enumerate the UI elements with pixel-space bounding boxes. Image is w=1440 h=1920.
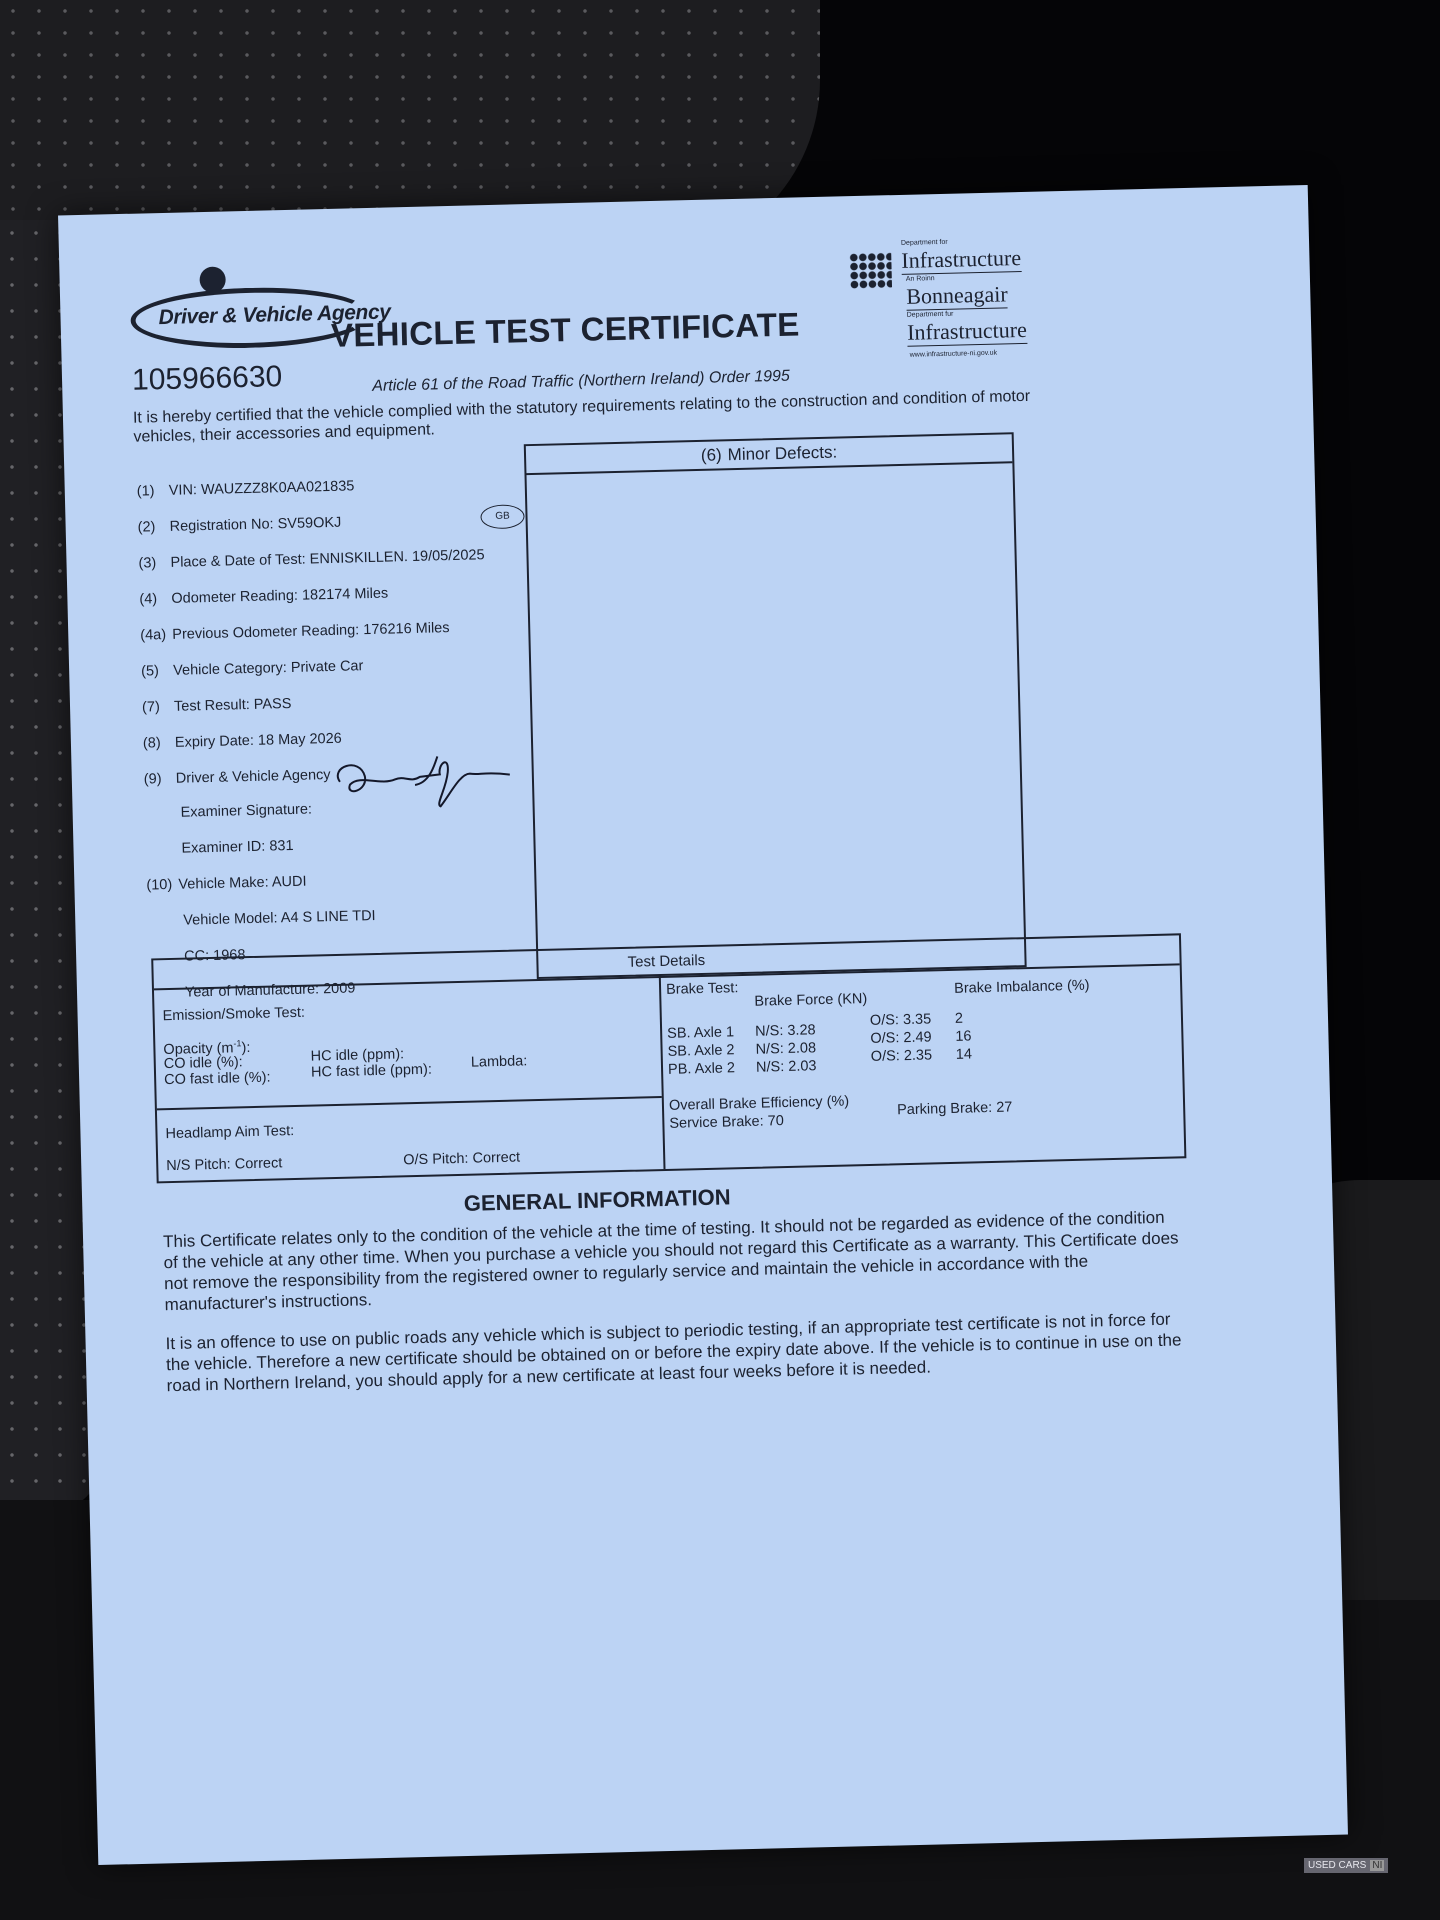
field-vin: (1) VIN: WAUZZZ8K0AA021835 bbox=[136, 478, 355, 500]
category-value: Private Car bbox=[290, 658, 364, 676]
certificate-number: 105966630 bbox=[131, 360, 283, 397]
field-odometer: (4) Odometer Reading: 182174 Miles bbox=[139, 585, 389, 608]
dfi-emblem-icon bbox=[849, 252, 892, 289]
ns-pitch: N/S Pitch: Correct bbox=[166, 1155, 283, 1175]
dfi-url: www.infrastructure-ni.gov.uk bbox=[909, 349, 998, 359]
field-prev-odometer: (4a) Previous Odometer Reading: 176216 Miles bbox=[140, 620, 450, 644]
brake-ns: N/S: 2.08 bbox=[755, 1040, 817, 1058]
expiry-value: 18 May 2026 bbox=[257, 730, 342, 749]
field-agency: (9) Driver & Vehicle Agency bbox=[143, 767, 331, 788]
field-year: Year of Manufacture: 2009 bbox=[184, 980, 356, 1001]
brake-axle: PB. Axle 2 bbox=[667, 1060, 736, 1078]
field-examiner-signature: Examiner Signature: bbox=[180, 801, 313, 821]
test-details-title: Test Details bbox=[153, 935, 1179, 990]
dfi-irish-label: An Roinn bbox=[905, 275, 935, 283]
hc-idle-label: HC idle (ppm): bbox=[310, 1046, 405, 1065]
dfi-line-1: Infrastructure bbox=[901, 245, 1022, 273]
brake-os: O/S: 3.35 bbox=[869, 1011, 932, 1029]
field-place-date: (3) Place & Date of Test: ENNISKILLEN. 19/05/2025 bbox=[138, 547, 485, 572]
dfi-dept-for-2: Department fur bbox=[906, 310, 954, 319]
field-make: (10) Vehicle Make: AUDI bbox=[146, 873, 307, 894]
os-pitch: O/S Pitch: Correct bbox=[403, 1149, 521, 1169]
odometer-value: 182174 Miles bbox=[301, 585, 389, 604]
brake-efficiency-title: Overall Brake Efficiency (%) bbox=[668, 1093, 850, 1114]
lambda-label: Lambda: bbox=[470, 1053, 528, 1071]
headlamp-title: Headlamp Aim Test: bbox=[165, 1123, 295, 1143]
model-value: A4 S LINE TDI bbox=[280, 907, 376, 927]
brake-ns: N/S: 3.28 bbox=[754, 1022, 816, 1040]
test-details-table bbox=[151, 933, 1186, 1183]
dfi-line-3: Infrastructure bbox=[906, 316, 1028, 345]
hc-fast-idle-label: HC fast idle (ppm): bbox=[310, 1061, 433, 1081]
test-details-left-column bbox=[154, 976, 666, 1181]
field-cc: CC: 1968 bbox=[183, 947, 246, 965]
brake-imbalance: 2 bbox=[954, 1010, 964, 1027]
brake-imbalance: 16 bbox=[955, 1028, 972, 1045]
vehicle-test-certificate bbox=[58, 185, 1348, 1865]
brake-test-title: Brake Test: bbox=[665, 980, 739, 998]
brake-imbalance-header: Brake Imbalance (%) bbox=[953, 977, 1090, 997]
emission-section bbox=[154, 976, 662, 1110]
dfi-dept-for-1: Department for bbox=[900, 238, 948, 247]
examiner-signature bbox=[319, 742, 521, 817]
vin-value: WAUZZZ8K0AA021835 bbox=[200, 478, 355, 499]
opacity-label: Opacity $(m^{-1})$: bbox=[163, 1038, 251, 1059]
field-registration: (2) Registration No: SV59OKJ bbox=[137, 514, 342, 536]
examiner-id-value: 831 bbox=[269, 837, 294, 855]
brake-force-header: Brake Force (KN) bbox=[754, 990, 868, 1010]
brake-axle: SB. Axle 2 bbox=[667, 1042, 735, 1060]
cc-value: 1968 bbox=[212, 947, 246, 964]
brake-axle: SB. Axle 1 bbox=[667, 1024, 735, 1042]
emission-title: Emission/Smoke Test: bbox=[162, 1004, 306, 1025]
co-idle-label: CO idle (%): bbox=[163, 1054, 243, 1073]
gb-country-badge: GB bbox=[480, 504, 525, 529]
general-information-title: GENERAL INFORMATION bbox=[463, 1184, 731, 1216]
prev-odometer-value: 176216 Miles bbox=[363, 620, 450, 639]
result-value: PASS bbox=[253, 695, 292, 713]
field-model: Vehicle Model: A4 S LINE TDI bbox=[183, 907, 376, 929]
brake-os: O/S: 2.49 bbox=[870, 1029, 932, 1047]
legal-subtitle: Article 61 of the Road Traffic (Northern Ireland) Order 1995 bbox=[372, 367, 791, 395]
service-brake: Service Brake: 70 bbox=[669, 1113, 785, 1132]
dfi-line-2: Bonneagair bbox=[905, 281, 1008, 309]
field-result: (7) Test Result: PASS bbox=[141, 695, 292, 716]
general-information-paragraph-2: It is an offence to use on public roads any vehicle which is subject to periodic testing, if an appropriate test certificate is not in force for the vehicle. Therefore a new certificate should be obtained on or before the expiry date above. If the vehicle is to continue in use on the road in Northern Ireland, you should apply for a new certificate at least four weeks before it is needed. bbox=[165, 1309, 1182, 1396]
minor-defects-box bbox=[524, 432, 1027, 979]
brake-os: O/S: 2.35 bbox=[870, 1047, 933, 1065]
field-category: (5) Vehicle Category: Private Car bbox=[141, 658, 364, 680]
registration-value: SV59OKJ bbox=[277, 514, 342, 533]
place-date-value: ENNISKILLEN. 19/05/2025 bbox=[309, 547, 485, 568]
minor-defects-header: (6) Minor Defects: bbox=[526, 434, 1013, 475]
brake-imbalance: 14 bbox=[955, 1046, 973, 1063]
make-value: AUDI bbox=[271, 873, 307, 891]
watermark: USED CARS NI bbox=[1304, 1858, 1388, 1873]
parking-brake: Parking Brake: 27 bbox=[896, 1099, 1013, 1119]
certification-statement: It is hereby certified that the vehicle complied with the statutory requirements relating to the construction and condition of motor vehicles, their accessories and equipment. bbox=[132, 387, 1031, 446]
dva-logo-text: Driver & Vehicle Agency bbox=[158, 300, 391, 330]
field-expiry: (8) Expiry Date: 18 May 2026 bbox=[142, 730, 342, 752]
co-fast-idle-label: CO fast idle (%): bbox=[163, 1069, 271, 1089]
general-information-paragraph-1: This Certificate relates only to the condition of the vehicle at the time of testing. It should not be regarded as evidence of the condition of the vehicle at any other time. When you purchase a vehicle you should not regard this Certificate as a warranty. This Certificate does not remove the responsibility from the registered owner to regularly service and maintain the vehicle in accordance with the manufacturer's instructions. bbox=[162, 1207, 1179, 1315]
page-title: VEHICLE TEST CERTIFICATE bbox=[330, 305, 800, 354]
brake-ns: N/S: 2.03 bbox=[755, 1058, 817, 1076]
field-examiner-id: Examiner ID: 831 bbox=[181, 837, 294, 857]
year-value: 2009 bbox=[322, 980, 356, 998]
dfi-logo bbox=[849, 236, 1072, 361]
